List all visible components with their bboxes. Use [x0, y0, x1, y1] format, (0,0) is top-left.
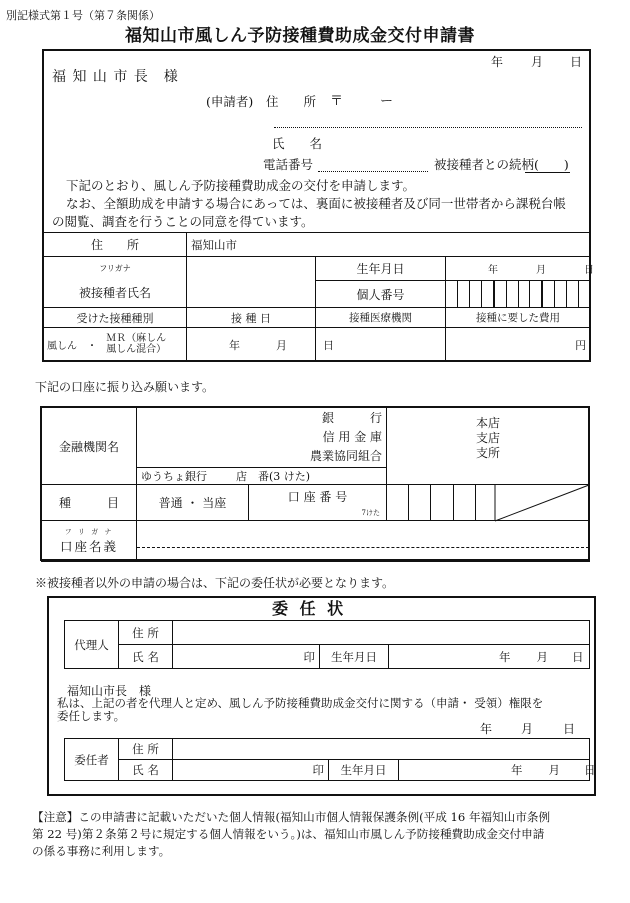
branch-number-label: 店 番(3 けた) — [236, 470, 311, 483]
vaccine-option-rubella: 風しん ・ — [47, 341, 97, 352]
vaccine-option-mr: ＭＲ（麻しん — [106, 333, 167, 344]
principal-address-label: 住 所 — [119, 739, 173, 760]
vaccine-date-day: 日 — [323, 338, 334, 352]
name-label: 被接種者氏名 — [78, 286, 151, 300]
account-type-options[interactable]: 普通 ・ 当座 — [137, 485, 249, 521]
applicant-address-label: 住 所 — [266, 94, 317, 109]
agent-birth-year: 年 — [499, 649, 511, 664]
postal-dash: ー — [380, 94, 394, 109]
body-text-2: なお、全額助成を申請する場合にあっては、裏面に被接種者及び同一世帯者から課税台帳 — [66, 196, 566, 211]
clinic-label: 接種医療機関 — [316, 308, 446, 328]
body-text-1: 下記のとおり、風しん予防接種費助成金の交付を申請します。 — [66, 178, 416, 193]
address-line[interactable] — [274, 127, 582, 128]
principal-label: 委任者 — [65, 739, 119, 781]
account-number-label: 口 座 番 号 — [287, 489, 348, 504]
name-input[interactable] — [187, 257, 316, 308]
seven-digits-note: 7けた — [361, 508, 381, 517]
phone-label: 電話番号 — [263, 157, 314, 172]
head-office-option: 本店 — [476, 416, 501, 430]
cost-label: 接種に要した費用 — [446, 308, 591, 328]
birth-year: 年 — [488, 265, 498, 276]
agent-label: 代理人 — [65, 621, 119, 669]
holder-input[interactable] — [137, 521, 590, 562]
yucho-label: ゆうちょ銀行 — [141, 470, 207, 483]
furigana-label: フリガナ — [99, 264, 131, 273]
holder-label: 口座名義 — [59, 539, 118, 554]
agent-birth-input[interactable] — [389, 645, 590, 669]
vaccine-options[interactable] — [44, 328, 187, 362]
principal-table — [64, 738, 596, 781]
agri-option: 農業協同組合 — [310, 449, 383, 464]
birth-day: 日 — [584, 265, 594, 276]
vaccine-option-mr-sub: 風しん混合） — [106, 343, 167, 355]
agent-seal: 印 — [303, 649, 315, 664]
institution-label: 金融機関名 — [42, 408, 137, 485]
principal-name-label: 氏 名 — [119, 760, 173, 781]
date-month: 月 — [531, 55, 544, 69]
principal-birth-month: 月 — [548, 763, 560, 777]
vaccine-date-year: 年 — [229, 338, 240, 352]
privacy-note-3: の係る事務に利用します。 — [32, 844, 171, 858]
relation-underline — [525, 172, 570, 173]
bank-option: 銀 行 — [322, 410, 383, 425]
date-day: 日 — [570, 55, 583, 69]
applicant-name-label: 氏 名 — [272, 136, 323, 151]
agent-address-label: 住 所 — [119, 621, 173, 645]
yen-unit: 円 — [575, 338, 587, 352]
mynumber-label: 個人番号 — [316, 281, 446, 308]
bank-table — [41, 407, 590, 562]
page-title: 福知山市風しん予防接種費助成金交付申請書 — [125, 26, 475, 46]
body-text-3: の閲覧、調査を行うことの同意を得ています。 — [52, 214, 314, 229]
birth-label: 生年月日 — [316, 257, 446, 281]
form-label: 別記様式第１号（第７条関係） — [6, 9, 160, 22]
account-type-label: 種 目 — [42, 485, 137, 521]
agent-birth-label: 生年月日 — [320, 645, 389, 669]
cost-input[interactable] — [446, 328, 591, 362]
mynumber-boxes[interactable] — [446, 281, 591, 308]
agent-table — [64, 620, 590, 669]
branch-cell[interactable] — [387, 408, 590, 485]
addressee: 福 知 山 市 長 様 — [52, 69, 179, 85]
privacy-note-1: 【注意】この申請書に記載いただいた個人情報(福知山市個人情報保護条例(平成 16 年福知山市条例 — [32, 810, 551, 824]
credit-option: 信 用 金 庫 — [322, 429, 383, 444]
city-value: 福知山市 — [191, 237, 237, 252]
holder-furigana: フ リ ガ ナ — [64, 528, 114, 536]
agent-birth-day: 日 — [572, 649, 584, 664]
applicant-label: (申請者) — [206, 94, 254, 109]
principal-birth-day: 日 — [584, 763, 596, 777]
privacy-note-2: 第 22 号)第２条第２号に規定する個人情報をいう。)は、福知山市風しん予防接種費助成金交付申請 — [32, 827, 545, 841]
account-number-label-cell — [249, 485, 387, 521]
address-cell[interactable] — [187, 233, 591, 257]
institution-type-cell[interactable] — [137, 408, 387, 468]
yucho-cell[interactable] — [137, 468, 387, 485]
proxy-addressee: 福知山市長 様 — [67, 684, 152, 698]
vaccine-date-month: 月 — [276, 338, 287, 352]
proxy-text-1: 私は、上記の者を代理人と定め、風しん予防接種費助成金交付に関する（申請・ 受領）権限を — [57, 696, 544, 710]
proxy-text-2: 委任します。 — [57, 709, 126, 723]
vaccine-date-cell[interactable] — [187, 328, 334, 362]
agent-name-input[interactable] — [173, 645, 320, 669]
birth-cell[interactable] — [446, 257, 594, 281]
birth-month: 月 — [536, 265, 546, 276]
unused-digit-slash — [495, 485, 589, 521]
vaccine-date-label: 接 種 日 — [187, 308, 316, 328]
branch-option: 支店 — [476, 431, 501, 445]
agent-birth-month: 月 — [536, 649, 548, 664]
principal-address-input[interactable] — [173, 739, 590, 760]
agent-name-label: 氏 名 — [119, 645, 173, 669]
principal-birth-year: 年 — [511, 763, 523, 777]
proxy-date-day: 日 — [563, 722, 576, 736]
clinic-input[interactable] — [316, 328, 446, 362]
proxy-note: ※被接種者以外の申請の場合は、下記の委任状が必要となります。 — [35, 576, 395, 590]
recipient-table — [43, 232, 594, 362]
account-number-boxes[interactable] — [387, 485, 590, 521]
date-year: 年 — [491, 55, 504, 69]
name-label-cell — [44, 257, 187, 308]
proxy-date-month: 月 — [521, 722, 534, 736]
bank-intro: 下記の口座に振り込み願います。 — [35, 380, 215, 394]
proxy-title: 委 任 状 — [272, 599, 347, 618]
phone-line[interactable] — [318, 171, 428, 172]
principal-birth-label: 生年月日 — [329, 760, 399, 781]
relation-label: 被接種者との続柄( ) — [434, 157, 569, 172]
holder-label-cell — [42, 521, 137, 562]
proxy-date-year: 年 — [480, 722, 493, 736]
vaccine-type-label: 受けた接種種別 — [44, 308, 187, 328]
principal-birth-input[interactable] — [399, 760, 596, 781]
agent-address-input[interactable] — [173, 621, 590, 645]
row-address-label: 住 所 — [44, 233, 187, 257]
principal-name-input[interactable] — [173, 760, 329, 781]
principal-seal: 印 — [312, 763, 324, 777]
sub-branch-option: 支所 — [476, 446, 501, 460]
postal-mark: 〒 — [330, 94, 344, 109]
